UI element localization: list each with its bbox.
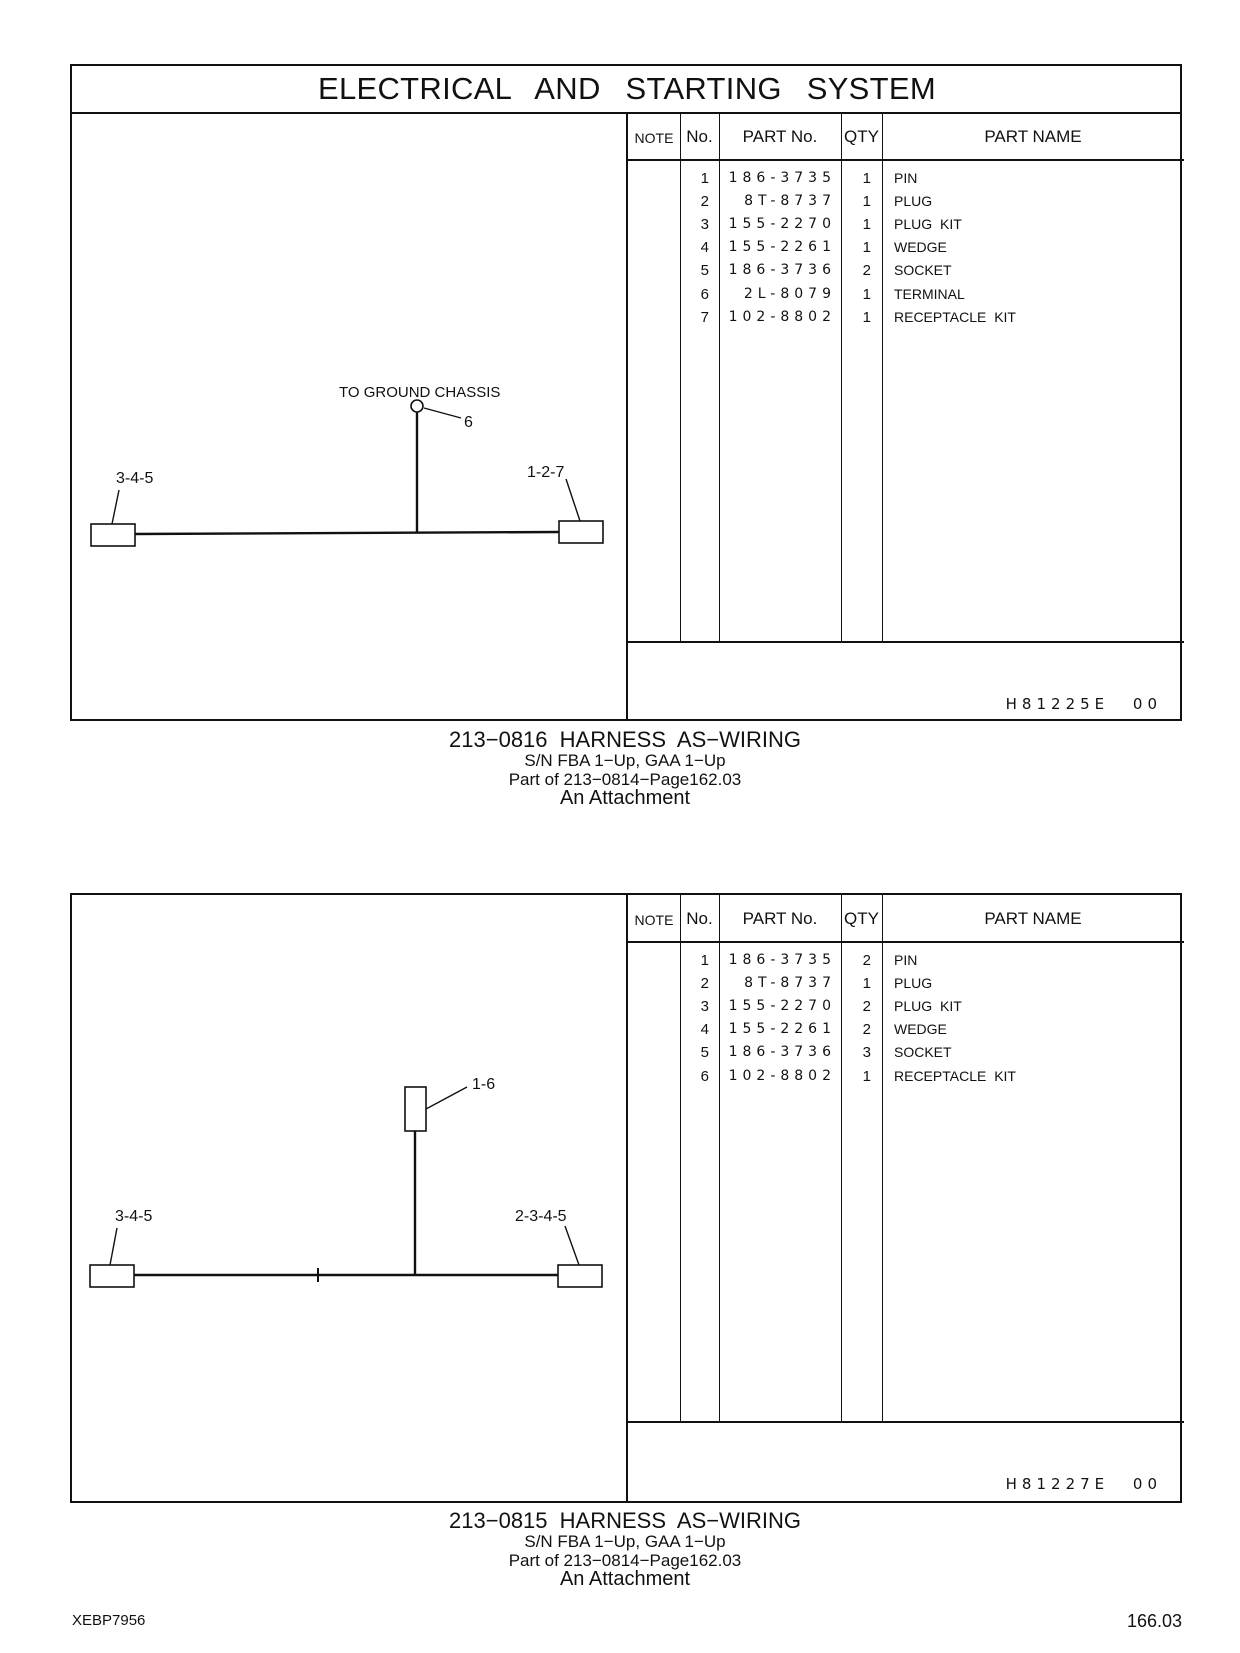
part-number: 155-2270 (728, 216, 836, 233)
table-row (628, 998, 1184, 1021)
ground-terminal (411, 400, 423, 412)
col-partname-header: PART NAME (984, 127, 1082, 146)
caption-serial-2: S/N FBA 1−Up, GAA 1−Up (524, 1532, 726, 1551)
leader-left (112, 490, 119, 524)
part-number: 186-3736 (728, 1044, 836, 1061)
table-row (628, 1044, 1184, 1067)
quantity: 2 (862, 998, 871, 1016)
col-qty-header: QTY (844, 127, 879, 146)
col-partno-header: PART No. (742, 909, 818, 928)
left-connector (91, 524, 135, 546)
quantity: 1 (862, 308, 871, 326)
item-number: 3 (700, 216, 709, 234)
leader-ground (424, 408, 461, 418)
leader-right (566, 479, 580, 521)
caption-partof-1: Part of 213−0814−Page162.03 (508, 770, 742, 789)
item-number: 5 (700, 1044, 709, 1062)
quantity: 2 (862, 952, 871, 969)
part-name: SOCKET (894, 1044, 952, 1061)
callout-ground: 6 (464, 414, 473, 431)
table-row (628, 1021, 1184, 1044)
part-number: 155-2270 (728, 998, 836, 1015)
quantity: 2 (862, 1021, 871, 1039)
quantity: 1 (862, 193, 871, 211)
part-name: WEDGE (894, 239, 947, 256)
col-note-header: NOTE (634, 130, 674, 146)
part-number: 102-8802 (728, 308, 836, 325)
leader-right (565, 1226, 579, 1265)
caption-serial-1: S/N FBA 1−Up, GAA 1−Up (524, 751, 726, 770)
part-name: WEDGE (894, 1021, 947, 1038)
item-number: 4 (700, 239, 709, 257)
harness-drawing-1 (72, 114, 626, 721)
item-number: 2 (700, 975, 709, 993)
part-number: 2L-8079 (743, 285, 836, 302)
callout-top: 1-6 (472, 1076, 496, 1093)
part-number: 155-2261 (728, 239, 836, 256)
item-number: 2 (700, 193, 709, 211)
col-partname-header: PART NAME (984, 909, 1082, 928)
part-name: PLUG KIT (894, 216, 962, 233)
col-qty-header: QTY (844, 909, 879, 928)
right-connector (558, 1265, 602, 1287)
quantity: 1 (862, 285, 871, 303)
parts-table-1 (626, 114, 1182, 721)
top-connector (405, 1087, 426, 1131)
part-number: 186-3736 (728, 262, 836, 279)
item-number: 1 (700, 170, 709, 187)
part-name: PIN (894, 952, 918, 968)
part-name: PLUG (894, 975, 933, 992)
quantity: 1 (862, 1067, 871, 1085)
part-name: PIN (894, 170, 918, 186)
caption-2 (330, 1509, 920, 1589)
ref-code-1: H81225E 00 (1005, 695, 1162, 713)
table-row (628, 170, 1184, 193)
quantity: 3 (862, 1044, 871, 1062)
page-number: 166.03 (1126, 1611, 1182, 1631)
callout-right: 2-3-4-5 (515, 1208, 567, 1225)
col-note-header: NOTE (634, 912, 674, 928)
callout-left: 3-4-5 (115, 1208, 153, 1225)
item-number: 5 (700, 262, 709, 280)
doc-code: XEBP7956 (72, 1612, 146, 1629)
caption-title-1: 213−0816 HARNESS AS−WIRING (449, 727, 801, 752)
part-number: 186-3735 (728, 170, 836, 186)
parts-panel-1 (70, 64, 1182, 721)
title-rule (70, 112, 1182, 114)
leader-top (426, 1087, 467, 1109)
right-connector (559, 521, 603, 543)
quantity: 1 (862, 170, 871, 187)
caption-note-2: An Attachment (559, 1568, 691, 1590)
part-number: 8T-8737 (744, 975, 836, 992)
table-row (628, 952, 1184, 975)
caption-partof-2: Part of 213−0814−Page162.03 (508, 1551, 742, 1570)
harness-drawing-2 (72, 895, 626, 1501)
quantity: 1 (862, 239, 871, 257)
callout-right: 1-2-7 (527, 464, 565, 481)
item-number: 1 (700, 952, 709, 969)
wiring-diagram-2 (72, 895, 626, 1501)
part-number: 155-2261 (728, 1021, 836, 1038)
main-wire (135, 532, 559, 534)
table-row (628, 309, 1184, 332)
table-row (628, 975, 1184, 998)
parts-panel-2 (70, 893, 1182, 1503)
item-number: 4 (700, 1021, 709, 1039)
item-number: 6 (700, 1067, 709, 1085)
col-no-header: No. (686, 909, 713, 928)
table-row (628, 216, 1184, 239)
leader-left (110, 1228, 117, 1265)
caption-note-1: An Attachment (559, 787, 691, 809)
table-row (628, 262, 1184, 285)
quantity: 1 (862, 975, 871, 993)
part-name: PLUG (894, 193, 933, 210)
part-name: RECEPTACLE KIT (894, 308, 1016, 325)
item-number: 6 (700, 285, 709, 303)
part-number: 186-3735 (728, 952, 836, 968)
col-partno-header: PART No. (742, 127, 818, 146)
col-no-header: No. (686, 127, 713, 146)
left-connector (90, 1265, 134, 1287)
item-number: 3 (700, 998, 709, 1016)
part-number: 8T-8737 (744, 193, 836, 210)
part-name: TERMINAL (894, 285, 965, 302)
callout-left: 3-4-5 (116, 470, 154, 487)
item-number: 7 (700, 308, 709, 326)
part-name: PLUG KIT (894, 998, 962, 1015)
caption-title-2: 213−0815 HARNESS AS−WIRING (449, 1508, 801, 1533)
caption-1 (330, 728, 920, 808)
table-row (628, 193, 1184, 216)
table-row (628, 1068, 1184, 1091)
table-row (628, 239, 1184, 262)
part-number: 102-8802 (728, 1067, 836, 1084)
parts-table-2 (626, 895, 1182, 1501)
quantity: 1 (862, 216, 871, 234)
part-name: RECEPTACLE KIT (894, 1067, 1016, 1084)
page-title: ELECTRICAL AND STARTING SYSTEM (318, 71, 936, 106)
table-row (628, 286, 1184, 309)
wiring-diagram-1 (72, 114, 626, 721)
ground-label: TO GROUND CHASSIS (339, 384, 501, 401)
quantity: 2 (862, 262, 871, 280)
part-name: SOCKET (894, 262, 952, 279)
ref-code-2: H81227E 00 (1005, 1475, 1162, 1493)
